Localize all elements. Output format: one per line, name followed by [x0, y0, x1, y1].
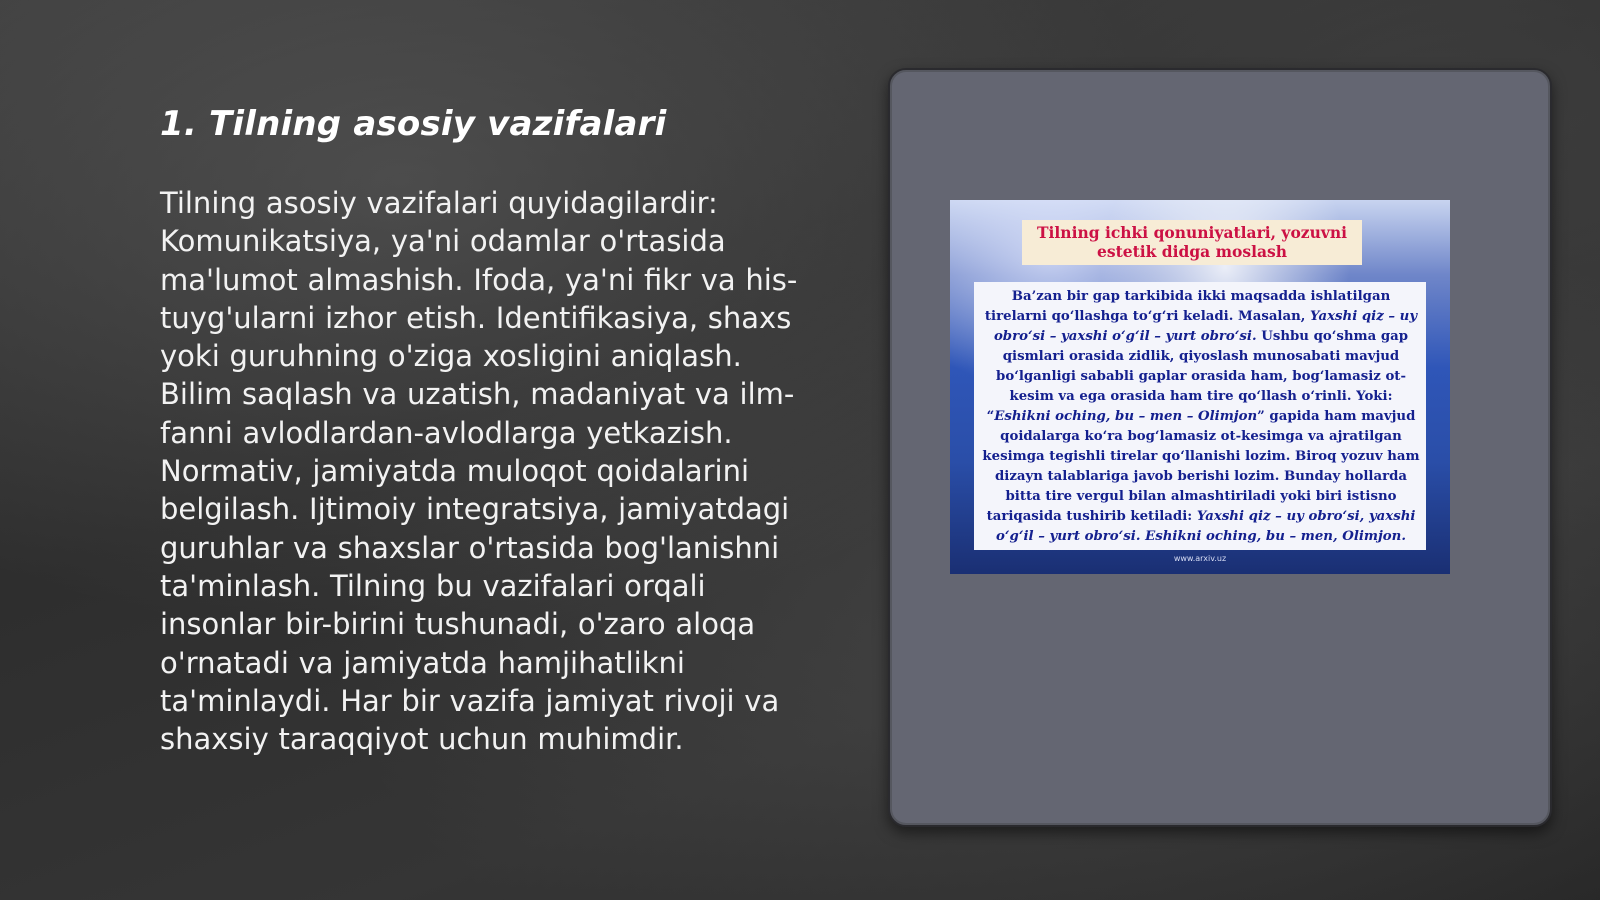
- embedded-slide-paragraph: [974, 282, 1426, 550]
- slide-body-text: Tilning asosiy vazifalari quyidagilardir: Komunikatsiya, ya'ni odamlar o'rtasida ma'lumot almashish. Ifoda, ya'ni fikr va his-tuyg'ularni izhor etish. Identifikasiya, shaxs yoki guruhning o'ziga xosligini aniqlash. Bilim saqlash va uzatish, madaniyat va ilm-fanni avlodlardan-avlodlarga yetkazish. Normativ, jamiyatda muloqot qoidalarini belgilash. Ijtimoiy integratsiya, jamiyatdagi guruhlar va shaxslar o'rtasida bog'lanishni ta'minlash. Tilning bu vazifalari orqali insonlar bir-birini tushunadi, o'zaro aloqa o'rnatadi va jamiyatda hamjihatlikni ta'minlaydi. Har bir vazifa jamiyat rivoji va shaxsiy taraqqiyot uchun muhimdir.: [160, 186, 798, 757]
- paragraph-segment-italic: Yaxshi qiz – uy obro‘si, yaxshi o‘g‘il – yurt obro‘si. Eshikni oching, bu – men, Olimjon.: [996, 509, 1416, 544]
- embedded-slide-title: Tilning ichki qonuniyatlari, yozuvni estetik didga moslash: [1022, 220, 1362, 265]
- paragraph-segment: ” gapida ham mavjud qoidalarga ko‘ra bog‘lamasiz ot-kesimga va ajratilgan kesimga tegishli tirelar qo‘llanishi lozim. Biroq yozuv ham dizayn talablariga javob berishi lozim. Bunday hollarda bitta tire vergul bilan almashtiriladi yoki biri istisno tariqasida tushirib ketiladi:: [982, 409, 1420, 524]
- embedded-slide-url: www.arxiv.uz: [1173, 554, 1227, 563]
- paragraph-segment-italic: Yaxshi qiz – uy obro‘si – yaxshi o‘g‘il – yurt obro‘si.: [993, 309, 1418, 344]
- paragraph-segment: Ushbu qo‘shma gap qismlari orasida zidlik, qiyoslash munosabati mavjud bo‘lganligi sababli gaplar orasida ham, bog‘lamasiz ot-kesim va ega orasida ham tire qo‘llash o‘rinli. Yoki: “: [986, 329, 1409, 424]
- paragraph-segment-italic: Eshikni oching, bu – men – Olimjon: [994, 409, 1258, 424]
- image-frame: [888, 68, 1552, 827]
- embedded-slide-image: [950, 200, 1450, 574]
- paragraph-segment: Ba’zan bir gap tarkibida ikki maqsadda ishlatilgan tirelarni qo‘llashga to‘g‘ri keladi. Masalan,: [984, 289, 1391, 324]
- slide-title: 1. Tilning asosiy vazifalari: [160, 104, 667, 144]
